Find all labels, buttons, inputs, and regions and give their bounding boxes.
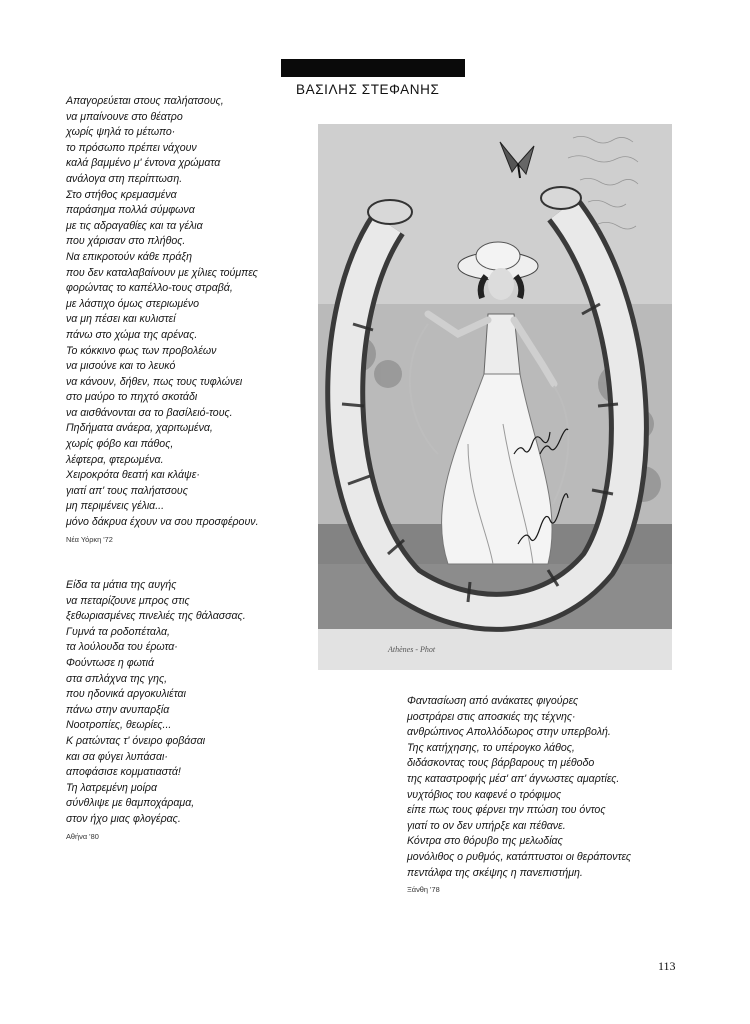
poem-line: γιατί απ' τους παλήατσους: [66, 484, 188, 497]
poem-line: νυχτόβιος του καφενέ ο τρόφιμος: [407, 788, 562, 801]
poem-line: πεντάλφα της σκέψης η πανεπιστήμη.: [407, 866, 583, 879]
poem-line: χωρίς ψηλά το μέτωπο·: [66, 126, 176, 139]
poem-line: που δεν καταλαβαίνουν με χίλιες τούμπες: [66, 266, 258, 279]
poem-line: να κάνουν, δήθεν, πως τους τυφλώνει: [66, 375, 243, 388]
poem-new-york: [66, 94, 259, 547]
poem-line: Φούντωσε η φωτιά: [66, 656, 155, 669]
poem-line: ανάλογα στη περίπτωση.: [66, 172, 183, 185]
poem-line: που χάρισαν στο πλήθος.: [66, 235, 186, 248]
poem-line: στα σπλάχνα της γης,: [66, 672, 168, 685]
vintage-postcard-photo: [318, 124, 672, 670]
poem-line: Κόντρα στο θόρυβο της μελωδίας: [407, 835, 563, 848]
poem-signature: Αθήνα '80: [66, 831, 99, 841]
poem-signature: Ξάνθη '78: [407, 885, 440, 895]
poem-line: λέφτερα, φτερωμένα.: [66, 453, 164, 466]
poem-line: ανθρώπινος Απολλόδωρος στην υπερβολή.: [407, 726, 611, 739]
poem-athens: [66, 578, 246, 844]
poem-line: Νοοτροπίες, θεωρίες...: [66, 719, 172, 732]
poem-line: Να επικροτούν κάθε πράξη: [66, 250, 192, 263]
poem-line: Είδα τα μάτια της αυγής: [66, 579, 177, 591]
poem-line: πάνω στην ανυπαρξία: [66, 703, 170, 716]
poem-line: με λάστιχο όμως στεριωμένο: [66, 297, 200, 310]
poem-line: φορώντας το καπέλλο-τους στραβά,: [66, 282, 233, 295]
poem-line: με τις αδραγαθίες και τα γέλια: [66, 219, 203, 232]
poem-line: το πρόσωπο πρέπει νάχουν: [66, 141, 197, 154]
poem-xanthi: [407, 694, 631, 897]
poem-line: της καταστροφής μέσ' απ' άγνωστες αμαρτίες.: [407, 772, 620, 785]
poem-line: που ηδονικά αργοκυλιέται: [66, 688, 186, 701]
title-black-bar: [281, 59, 465, 77]
poem-line: διδάσκοντας τους βάρβαρους τη μέθοδο: [407, 757, 595, 770]
poem-line: στον ήχο μιας φλογέρας.: [66, 812, 181, 825]
poem-line: Γυμνά τα ροδοπέταλα,: [66, 625, 170, 638]
poem-line: γιατί το ον δεν υπήρξε και πέθανε.: [407, 819, 566, 832]
poem-line: να αισθάνονται σα το βασίλειό-τους.: [66, 406, 233, 419]
poem-line: χωρίς φόβο και πάθος,: [66, 438, 174, 451]
poem-line: είπε πως τους φέρνει την πτώση του όντος: [407, 804, 606, 817]
poem-line: Της κατήχησης, το υπέρογκο λάθος,: [407, 741, 575, 754]
poem-line: Στο στήθος κρεμασμένα: [66, 188, 177, 201]
poem-line: μοστράρει στις αποσκιές της τέχνης·: [407, 710, 576, 723]
poem-line: Το κόκκινο φως των προβολέων: [66, 344, 217, 357]
poem-line: παράσημα πολλά σύμφωνα: [66, 204, 195, 217]
poem-line: Φαντασίωση από ανάκατες φιγούρες: [407, 695, 579, 707]
poem-line: να μη πέσει και κυλιστεί: [66, 313, 176, 326]
poem-line: μη περιμένεις γέλια...: [66, 500, 165, 513]
poem-line: αποφάσισε κομματιαστά!: [66, 766, 181, 779]
poem-line: Χειροκρότα θεατή και κλάψε·: [66, 469, 200, 482]
author-name: ΒΑΣΙΛΗΣ ΣΤΕΦΑΝΗΣ: [296, 82, 440, 97]
poem-line: τα λούλουδα του έρωτα·: [66, 641, 178, 654]
poem-line: Πηδήματα ανάερα, χαριτωμένα,: [66, 422, 213, 435]
poem-line: να πεταρίζουνε μπρος στις: [66, 594, 190, 607]
poem-line: να μισούνε και το λευκό: [66, 360, 176, 373]
page-number: 113: [658, 959, 676, 973]
poem-line: Κ ρατώντας τ' όνειρο φοβάσαι: [66, 734, 206, 747]
poem-line: ξεθωριασμένες πινελιές της θάλασσας.: [66, 610, 246, 623]
poem-line: σύνθλιψε με θαμποχάραμα,: [66, 797, 195, 810]
poem-line: και σα φύγει λυπάσαι·: [66, 750, 168, 763]
poem-line: πάνω στο χώμα της αρένας.: [66, 328, 198, 341]
photo-caption: Athènes - Phot: [388, 645, 436, 654]
poem-line: καλά βαμμένο μ' έντονα χρώματα: [66, 157, 221, 170]
poem-line: Απαγορεύεται στους παλήατσους,: [66, 95, 224, 107]
poem-line: να μπαίνουνε στο θέατρο: [66, 110, 183, 123]
poem-line: μονόλιθος ο ρυθμός, κατάπτυστοι οι θεράποντες: [407, 850, 632, 863]
poem-line: στο μαύρο το πηχτό σκοτάδι: [66, 391, 198, 404]
poem-signature: Νέα Υόρκη '72: [66, 534, 113, 544]
poem-line: μόνο δάκρυα έχουν να σου προσφέρουν.: [66, 516, 259, 529]
poem-line: Τη λατρεμένη μοίρα: [66, 781, 158, 794]
